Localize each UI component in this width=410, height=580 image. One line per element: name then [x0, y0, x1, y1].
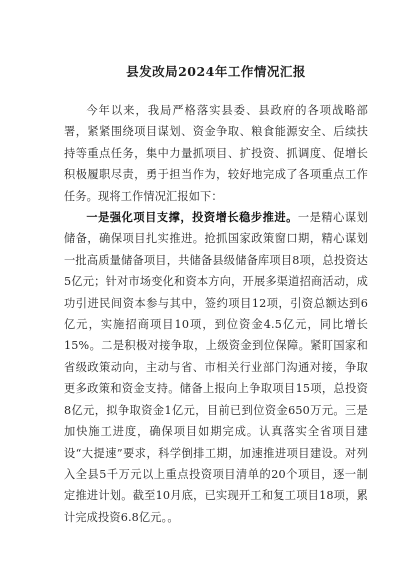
section-1-heading: 一是强化项目支撑，投资增长稳步推进。 — [86, 210, 298, 225]
section-1-paragraph — [64, 207, 368, 528]
document-title: 县发改局2024年工作情况汇报 — [126, 64, 306, 79]
intro-paragraph: 今年以来，我局严格落实县委、县政府的各项战略部署，紧紧围绕项目谋划、资金争取、粮食能源安全、后续扶持等重点任务，集中力量抓项目、扩投资、抓调度、促增长积极履职尽责，勇于担当作为，较好地完成了各项重点工作任务。现将工作情况汇报如下： — [64, 104, 368, 203]
section-1-body: 一是精心谋划储备，确保项目扎实推进。抢抓国家政策窗口期，精心谋划一批高质量储备项目，共储备县级储备库项目8项，总投资达5亿元；针对市场变化和资本方向，开展多渠道招商活动，成功引进民间资本参与其中，签约项目12项，引资总额达到6亿元，实施招商项目10项，到位资金4.5亿元，同比增长15%。二是积极对接争取，上级资金到位保障。紧盯国家和省级政策动向，主动与省、市相关行业部门沟通对接，争取更多政策和资金支持。储备上报向上争取项目15项，总投资8亿元，拟争取资金1亿元，目前已到位资金650万元。三是加快施工进度，确保项目如期完成。认真落实全省项目建设“大提速”要求，科学倒排工期，加速推进项目建设。对列入全县5千万元以上重点投资项目清单的20个项目，逐一制定推进计划。截至10月底，已实现开工和复工项目18项，累计完成投资6.8亿元。。 — [64, 211, 368, 524]
